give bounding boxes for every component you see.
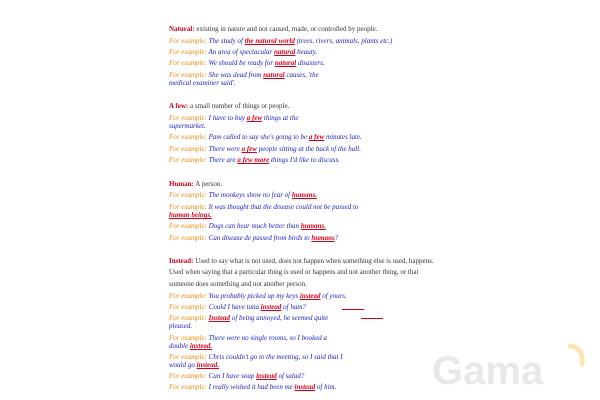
highlight-word: natural [273, 48, 296, 56]
example-text: people sitting at the back of the hall. [256, 145, 361, 153]
example-text: beauty. [295, 48, 318, 56]
example-label: For example: [169, 303, 207, 311]
highlight-word: instead [299, 292, 321, 300]
example-line [169, 222, 326, 230]
term-a-few: A few: [169, 102, 189, 110]
example-text: things at the [262, 114, 299, 122]
highlight-word: natural [274, 59, 297, 67]
example-text: of him. [315, 383, 337, 391]
example-line [169, 292, 347, 300]
example-text: of salad? [276, 372, 305, 380]
example-text: There are [206, 156, 238, 164]
example-label: For example: [169, 48, 207, 56]
definition-text: existing in nature and not caused, made, or controlled by people. [194, 25, 378, 33]
term-instead: Instead: [169, 257, 194, 265]
example-text: We should be ready for [206, 59, 275, 67]
entry-instead-definition [169, 257, 434, 265]
watermark-text: Gama [432, 349, 544, 392]
example-line [169, 234, 338, 242]
example-text: Could I have tuna [206, 303, 261, 311]
example-text: I have to buy [206, 114, 247, 122]
example-text: of ham? [281, 303, 306, 311]
example-text: There were [206, 145, 242, 153]
example-text: things I'd like to discuss. [269, 156, 340, 164]
example-label: For example: [169, 292, 207, 300]
example-line [169, 145, 361, 153]
definition-text: a small number of things or people. [188, 102, 290, 110]
example-text: of being annoyed, he seemed quite [230, 314, 329, 322]
example-text: There were no single rooms, so I booked a [206, 334, 328, 342]
example-line [169, 71, 319, 79]
example-line [169, 383, 336, 391]
example-text: pleased. [169, 322, 193, 330]
example-label: For example: [169, 222, 207, 230]
example-line [169, 372, 304, 380]
example-text: Can I have soup [206, 372, 257, 380]
example-line-continued [169, 122, 206, 130]
example-label: For example: [169, 145, 207, 153]
definition-text: Used when saying that a particular thing is used or happens and not another thing, or that [169, 268, 419, 276]
example-line-continued [169, 79, 236, 87]
red-underline-mark [342, 309, 364, 310]
example-line [169, 314, 328, 322]
example-label: For example: [169, 353, 207, 361]
example-text: An area of spectacular [206, 48, 274, 56]
example-line-continued [169, 211, 212, 219]
highlight-word: Instead [208, 314, 231, 322]
example-text: You probably picked up my keys [206, 292, 300, 300]
definition-text: A person. [193, 180, 223, 188]
example-text: I really wished it had been me [206, 383, 295, 391]
example-line [169, 203, 358, 211]
example-line-continued [169, 342, 212, 350]
example-text: The study of [206, 37, 245, 45]
term-human: Human: [169, 180, 194, 188]
highlight-word: instead. [196, 361, 219, 369]
definition-text: someone does something and not another person. [169, 280, 307, 288]
highlight-word: instead [260, 303, 282, 311]
entry-natural-definition [169, 25, 377, 33]
example-text: The monkeys show no fear of [206, 191, 292, 199]
example-line [169, 156, 340, 164]
highlight-word: humans. [300, 222, 326, 230]
example-text: It was thought that the disease could not be passed to [206, 203, 359, 211]
example-label: For example: [169, 191, 207, 199]
example-text: minutes late. [324, 133, 362, 141]
example-text: double [169, 342, 190, 350]
example-text: Dogs can hear much better than [206, 222, 301, 230]
example-line [169, 37, 392, 45]
example-text: causes, 'the [284, 71, 319, 79]
example-label: For example: [169, 114, 207, 122]
example-line-continued [169, 322, 192, 330]
example-text: of yours. [320, 292, 347, 300]
example-text: would go [169, 361, 197, 369]
example-label: For example: [169, 372, 207, 380]
entry-human-definition [169, 180, 222, 188]
example-line [169, 191, 317, 199]
definition-line-continued [169, 280, 307, 288]
example-text: Chris couldn't go to the meeting, so I said that I [206, 353, 343, 361]
example-text: Pam called to say she's going to be [206, 133, 309, 141]
example-label: For example: [169, 314, 207, 322]
example-label: For example: [169, 156, 207, 164]
example-line [169, 59, 325, 67]
example-label: For example: [169, 203, 207, 211]
example-line [169, 133, 362, 141]
definition-line-continued [169, 268, 418, 276]
highlight-word: humans. [291, 191, 317, 199]
example-text: She was dead from [206, 71, 264, 79]
example-line [169, 114, 299, 122]
highlight-word: instead. [189, 342, 213, 350]
example-text: disasters. [296, 59, 325, 67]
example-line [169, 353, 343, 361]
highlight-word: human beings. [169, 211, 212, 219]
highlight-word: a few [308, 133, 325, 141]
highlight-word: the natural world [244, 37, 295, 45]
highlight-word: instead [256, 372, 277, 380]
highlight-word: a few [246, 114, 263, 122]
example-line [169, 303, 306, 311]
example-label: For example: [169, 59, 207, 67]
definition-text: Used to say what is not used, does not happen when something else is used, happens. [193, 257, 434, 265]
red-underline-mark [361, 318, 383, 319]
example-text: Can disease de passed from birds to [206, 234, 312, 242]
entry-a-few-definition [169, 102, 289, 110]
example-text: ? [334, 234, 339, 242]
example-text: medical examiner said'. [169, 79, 236, 87]
example-line-continued [169, 361, 219, 369]
example-line [169, 48, 317, 56]
example-label: For example: [169, 37, 207, 45]
highlight-word: instead [294, 383, 316, 391]
example-label: For example: [169, 334, 207, 342]
example-text: supermarket. [169, 122, 206, 130]
term-natural: Natural: [169, 25, 195, 33]
example-label: For example: [169, 234, 207, 242]
gama-watermark-logo [432, 342, 592, 392]
example-label: For example: [169, 383, 207, 391]
highlight-word: a few [241, 145, 257, 153]
example-label: For example: [169, 133, 207, 141]
example-text: (trees, rivers, animals, plants etc.) [294, 37, 393, 45]
example-line [169, 334, 327, 342]
highlight-word: a few more [237, 156, 270, 164]
highlight-word: humans [311, 234, 335, 242]
example-label: For example: [169, 71, 207, 79]
highlight-word: natural [263, 71, 285, 79]
